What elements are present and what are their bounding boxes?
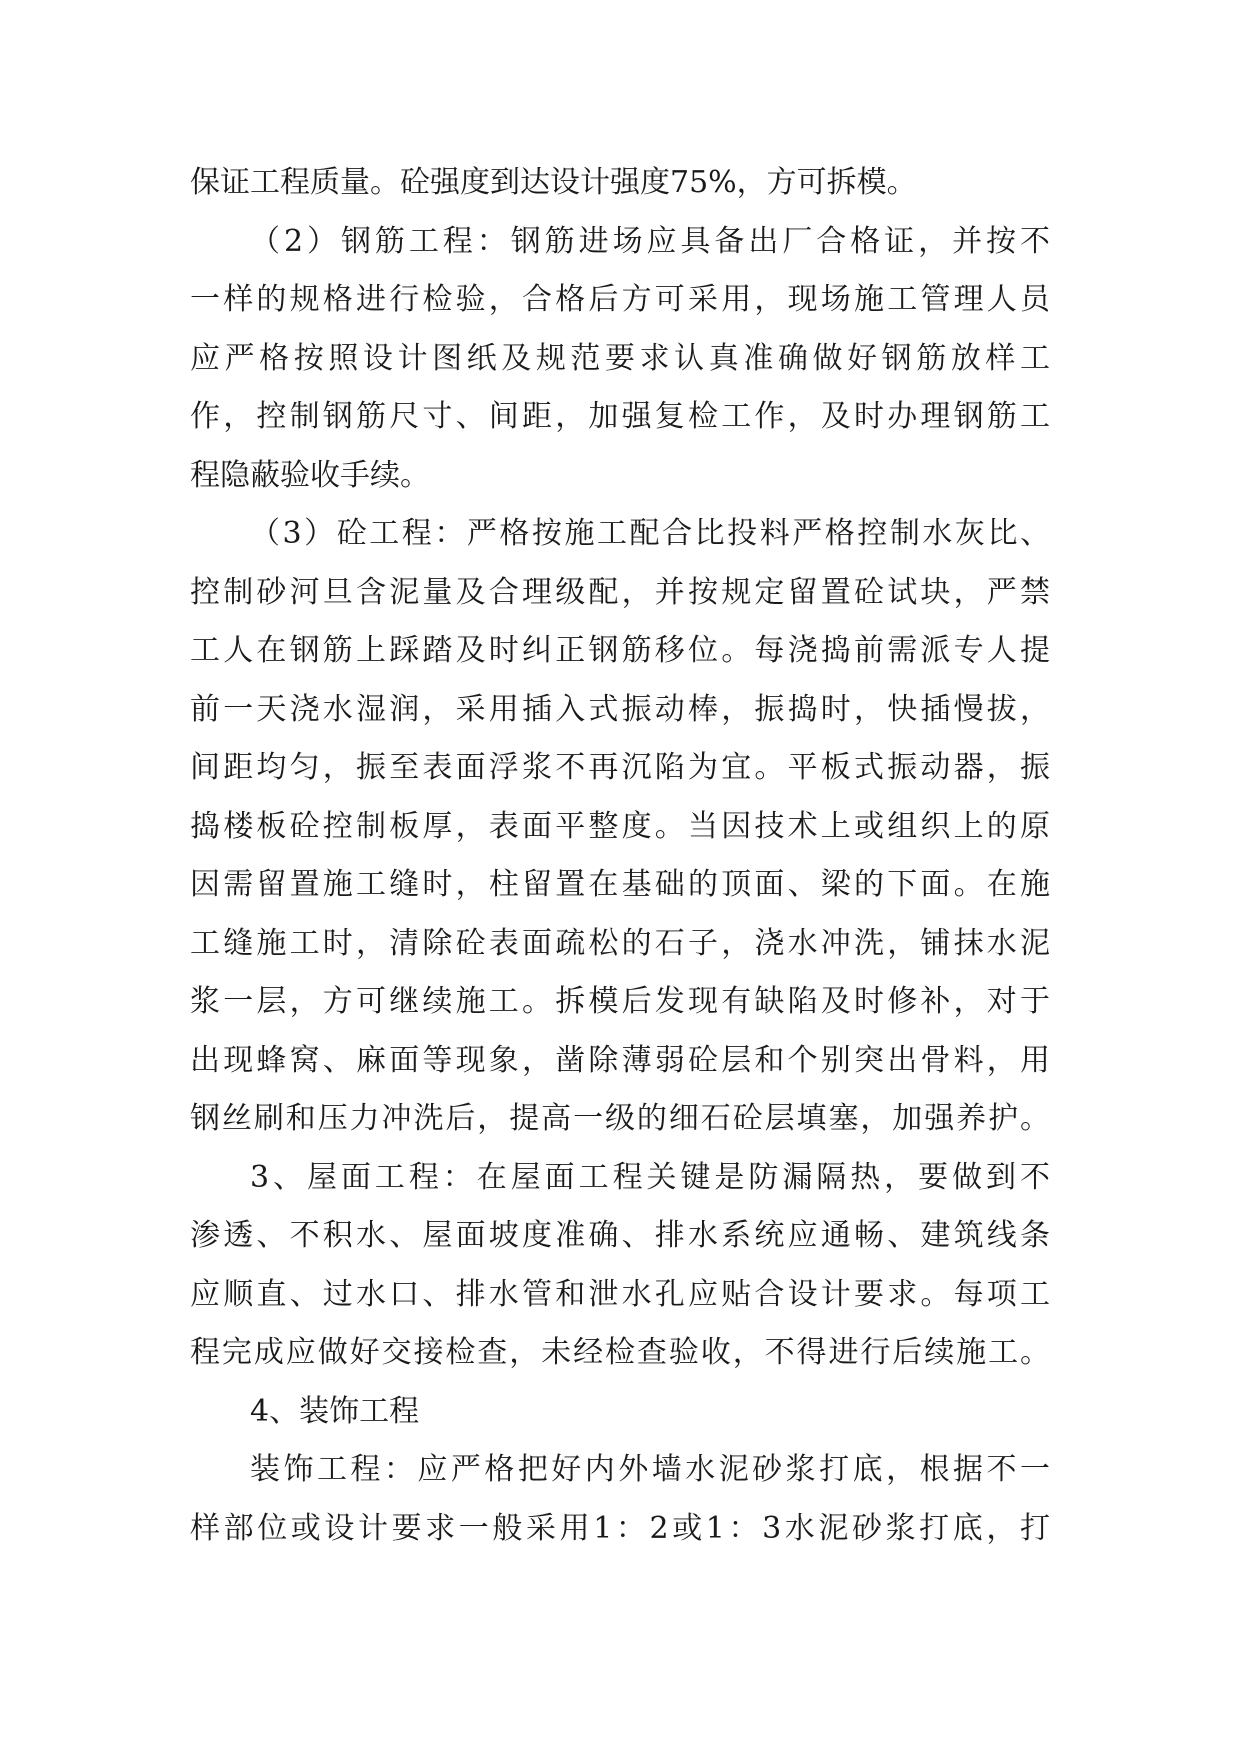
text-line: 工人在钢筋上踩踏及时纠正钢筋移位。每浇捣前需派专人提 [190, 633, 1050, 668]
text-line: 应严格按照设计图纸及规范要求认真准确做好钢筋放样工 [190, 340, 1050, 376]
text-line: 出现蜂窝、麻面等现象，凿除薄弱砼层和个别突出骨料，用 [190, 1042, 1050, 1078]
text-line: 控制砂河旦含泥量及合理级配，并按规定留置砼试块，严禁 [190, 574, 1050, 610]
text-line: 捣楼板砼控制板厚，表面平整度。当因技术上或组织上的原 [190, 808, 1050, 844]
text-line: 保证工程质量。砼强度到达设计强度75%，方可拆模。 [190, 165, 917, 200]
text-line: 因需留置施工缝时，柱留置在基础的顶面、梁的下面。在施 [190, 867, 1050, 902]
text-line: 间距均匀，振至表面浮浆不再沉陷为宜。平板式振动器，振 [190, 750, 1050, 785]
text-line: 装饰工程：应严格把好内外墙水泥砂浆打底，根据不一 [250, 1452, 1050, 1487]
text-line: 程隐蔽验收手续。 [190, 457, 430, 493]
text-line: 浆一层，方可继续施工。拆模后发现有缺陷及时修补，对于 [190, 984, 1050, 1019]
text-line: 作，控制钢筋尺寸、间距，加强复检工作，及时办理钢筋工 [190, 399, 1050, 434]
text-line: 应顺直、过水口、排水管和泄水孔应贴合设计要求。每项工 [190, 1276, 1050, 1312]
text-line: 工缝施工时，清除砼表面疏松的石子，浇水冲洗，铺抹水泥 [190, 925, 1050, 961]
section-heading: 4、装饰工程 [250, 1393, 420, 1429]
text-line: 3、屋面工程：在屋面工程关键是防漏隔热，要做到不 [250, 1159, 1050, 1195]
text-line: 渗透、不积水、屋面坡度准确、排水系统应通畅、建筑线条 [190, 1218, 1050, 1253]
text-line: 钢丝刷和压力冲洗后，提高一级的细石砼层填塞，加强养护。 [190, 1101, 1050, 1136]
text-line: （3）砼工程：严格按施工配合比投料严格控制水灰比、 [250, 516, 1050, 551]
text-line: 样部位或设计要求一般采用1：2或1：3水泥砂浆打底，打 [190, 1510, 1050, 1546]
text-line: 前一天浇水湿润，采用插入式振动棒，振捣时，快插慢拔， [190, 691, 1050, 727]
text-line: 程完成应做好交接检查，未经检查验收，不得进行后续施工。 [190, 1335, 1050, 1370]
text-line: （2）钢筋工程：钢筋进场应具备出厂合格证，并按不 [250, 223, 1050, 259]
document-body [190, 154, 1050, 1558]
text-line: 一样的规格进行检验，合格后方可采用，现场施工管理人员 [190, 282, 1050, 317]
